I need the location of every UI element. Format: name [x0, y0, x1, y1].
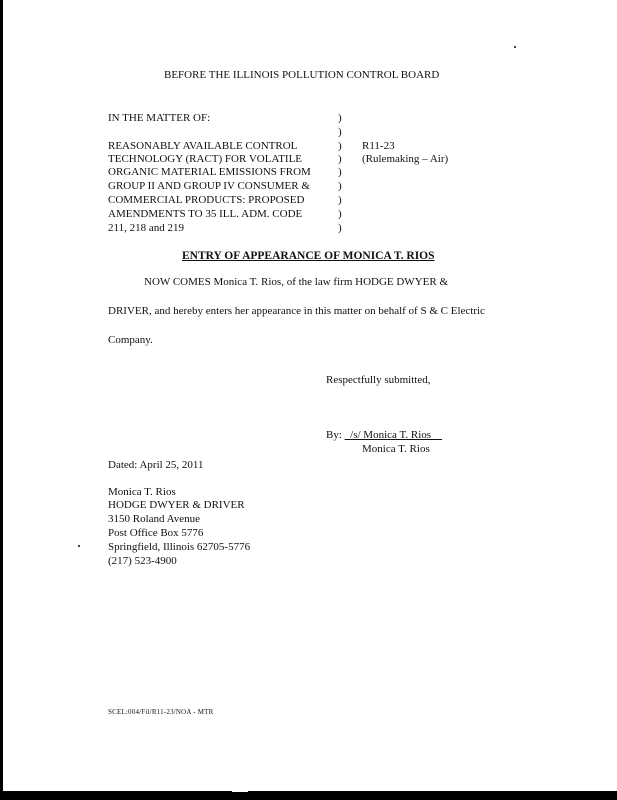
matter-line: AMENDMENTS TO 35 ILL. ADM. CODE [108, 208, 303, 220]
closing: Respectfully submitted, [326, 374, 431, 386]
scan-speck [514, 46, 516, 48]
document-title: ENTRY OF APPEARANCE OF MONICA T. RIOS [182, 250, 435, 262]
scan-border-bottom [0, 791, 617, 800]
signature-line [326, 429, 442, 442]
body-line-1: NOW COMES Monica T. Rios, of the law firm HODGE DWYER & [144, 276, 448, 288]
scan-border-left [0, 0, 3, 800]
bracket: ) [338, 194, 342, 206]
body-line-2: DRIVER, and hereby enters her appearance in this matter on behalf of S & C Electric [108, 305, 485, 317]
bracket: ) [338, 126, 342, 138]
address-line: Post Office Box 5776 [108, 527, 204, 539]
bracket: ) [338, 166, 342, 178]
body-line-3: Company. [108, 334, 153, 346]
scan-notch [232, 789, 248, 792]
case-type: (Rulemaking – Air) [362, 153, 449, 165]
matter-label: IN THE MATTER OF: [108, 112, 211, 124]
signed-name: /s/ Monica T. Rios [350, 429, 432, 441]
matter-line: GROUP II AND GROUP IV CONSUMER & [108, 180, 310, 192]
matter-line: 211, 218 and 219 [108, 222, 184, 234]
address-line: HODGE DWYER & DRIVER [108, 499, 245, 511]
bracket: ) [338, 180, 342, 192]
bracket: ) [338, 153, 342, 165]
matter-line: COMMERCIAL PRODUCTS: PROPOSED [108, 194, 305, 206]
bracket: ) [338, 222, 342, 234]
bracket: ) [338, 140, 342, 152]
matter-line: REASONABLY AVAILABLE CONTROL [108, 140, 298, 152]
scan-speck [78, 545, 80, 547]
case-number: R11-23 [362, 140, 395, 152]
address-line: 3150 Roland Avenue [108, 513, 201, 525]
dated: Dated: April 25, 2011 [108, 459, 204, 471]
matter-line: ORGANIC MATERIAL EMISSIONS FROM [108, 166, 311, 178]
footer-code: SCEL:004/Fil/R11-23/NOA - MTR [108, 708, 214, 716]
address-line: Monica T. Rios [108, 486, 176, 498]
bracket: ) [338, 112, 342, 124]
matter-line: TECHNOLOGY (RACT) FOR VOLATILE [108, 153, 303, 165]
address-line: Springfield, Illinois 62705-5776 [108, 541, 251, 553]
address-line: (217) 523-4900 [108, 555, 177, 567]
board-title: BEFORE THE ILLINOIS POLLUTION CONTROL BOARD [164, 69, 440, 81]
by-label: By: [326, 429, 342, 441]
bracket: ) [338, 208, 342, 220]
printed-name: Monica T. Rios [362, 443, 430, 455]
